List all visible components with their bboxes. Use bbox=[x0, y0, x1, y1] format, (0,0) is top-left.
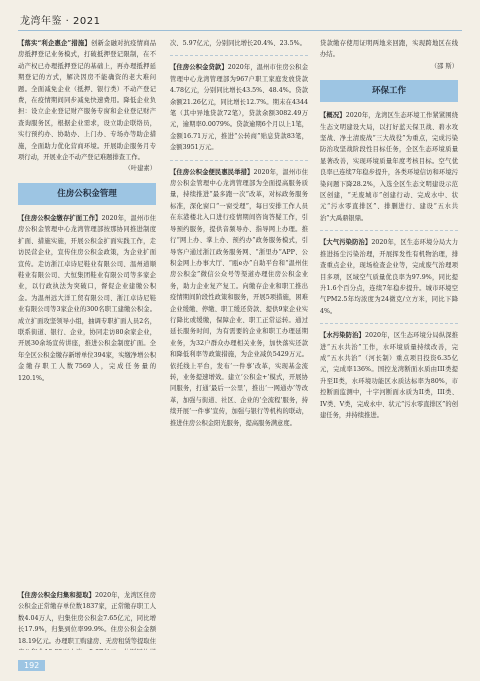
author: （邵 斯） bbox=[430, 62, 458, 70]
paragraph bbox=[320, 110, 458, 224]
paragraph bbox=[170, 167, 308, 429]
column-left bbox=[18, 38, 156, 584]
section-banner: 住房公积金管理 bbox=[18, 183, 156, 205]
paragraph: 贷款缴存使用证明两地来回跑，实现跨地区在线办结。 bbox=[320, 40, 458, 59]
keyword: 【概况】 bbox=[320, 112, 346, 120]
keyword: 【落实“利企惠企”措施】 bbox=[18, 40, 91, 47]
paragraph bbox=[170, 62, 308, 153]
author: （叶建素） bbox=[124, 165, 156, 173]
divider bbox=[170, 160, 308, 161]
paragraph bbox=[18, 38, 156, 163]
paragraph bbox=[18, 213, 156, 384]
keyword: 【住房公积金贷款】 bbox=[170, 64, 228, 72]
paragraph-text: 创新金融对抗疫情商品房抵押登记业务模式，打破抵押登记限制，在不动产权已办理抵押登记的基础上，再办理抵押延期登记的方式，解决因房不能确资的老大难问题。全面减免企业（抵押、银行类）不动产登记费，在疫情期间同步减免快速费用。降低企业负担：设立企业登记财产服务专窗和企业登记财产查询服务区，根据企业需求，设立助企联络员，实行预约办、协助办、上门办、专场办等助企措施，全面助力优化营商环境。开展助企服务月专项行动，开展业企不动产登记难题排查工作。 bbox=[18, 40, 156, 162]
keyword: 【住房公积金便民惠民举措】 bbox=[170, 168, 254, 176]
paragraph-text: 2020年，龙湾区生态环境工作紧紧围绕生态文明建设大局，以打好蓝天保卫战、碧水攻坚战、净土清废战“三大战役”为重点，完成污染防治攻坚战阶段性目标任务，全区生态环境质量显著改善，实现环境质量年度考核目标。空气优良率已连续7年稳步提升，各类环境信访和环境污染问题下降28.2%，入选全区生态文明建设示范区创建，“无废城市”创建行动、完成水中、状元“污水零直排区”、排删进行、建设“五水共治”大禹鼎银鼎。 bbox=[320, 112, 458, 222]
page-number: 192 bbox=[18, 660, 45, 671]
keyword: 【水污染防治】 bbox=[320, 332, 365, 340]
keyword: 【住房公积金归集和提取】 bbox=[18, 592, 96, 599]
paragraph-text: 2020年，温州市住房公积金管理中心龙湾管理部按那协同推进制度扩面、措施实施，开展公积金扩面实践工作，走访民营企业，宣传住房公积金政策，为企业扩面宣传。走访浙江卓诗尼鞋业有限公司、温州道顺鞋业有限公司、大恒集团鞋业有限公司等多家企业，以行政执法为突破口，督促企业建缴公积金。为温州远大洋工贸有限公司、浙江卓诗尼鞋业有限公司等3家企业的300名职工建缴公积金。成立扩面攻坚领导小组，抽调专职扩面人员2名，联系街道、银行、企业，协同走访80余家企业，开展30余场宣传讲座，推进公积金制度扩面。全年全区公积金缴存新增单位394家，实缴净增公积金缴存职工人数7569人，完成任务量的120.1%。 bbox=[18, 214, 156, 382]
paragraph: 次、5.97亿元，分别同比增长20.4%、23.5%。 bbox=[170, 40, 306, 47]
column-right bbox=[320, 38, 458, 650]
keyword: 【大气污染防治】 bbox=[320, 239, 372, 247]
divider bbox=[320, 230, 458, 231]
paragraph-text: 2020年，龙湾区住房公积金正常缴存单位数1837家，正常缴存职工人数4.04万人，归集住房公积金7.65亿元，同比增长17.9%，归集到位率99.9%。住房公积金金额18.19亿元。办理职工购建房、无房租赁等提取住 bbox=[18, 592, 156, 645]
paragraph bbox=[18, 590, 156, 650]
keyword: 【住房公积金缴存扩面工作】 bbox=[18, 214, 102, 222]
section-banner: 环保工作 bbox=[320, 80, 458, 102]
header-title: 龙湾年鉴 · 2021 bbox=[20, 16, 101, 27]
paragraph-text: 2020年，温州市住房公积金管理中心龙湾管理部为全面提高服务质量，持续推进“最多跑一次”改革，对标政务服务标准，深化窗口“一窗受理”，每日安排工作人员在东港楼北入口进行疫情期间咨询答疑工作，引导预约服务，提供音频导办、指导网上办理。推行“网上办、掌上办、预约办”政务服务模式，引导客户通过浙江政务服务网、“浙里办”APP、公积金网上办事大厅、“瓯e办”自助平台和“温州住房公积金”微信公众号等渠道办理住房公积金业务，助力企业复产复工。向缴存企业和职工推出疫情期间阶段性政策和服务，开展5项措施，困难企业缓缴、停缴、职工缓还贷款、提供9家企业实行降比或缓缴，保障企业、职工正常运转。通过延长服务时间，为有需要的企业和职工办理延期业务，为32户群众办理相关业务，加快落实还款和降低利率等政策措施，为企业减负5429万元。依托线上平台，发布‘一件事’改革，实现基金流转，业务提速增效。建立‘公积金+’模式，开展协同服务，打通‘最后一公里’，推出‘一网通办’等改革，加强与街道、社区、企业的‘全流程’服务，持续开展‘一件事’宣传，加强与银行等机构的联动，推进住房公积金阳光服务，提高服务满意度。 bbox=[170, 168, 308, 427]
paragraph bbox=[320, 237, 458, 317]
paragraph-text: 2020年，区生态环境分局大力推进扬尘污染治理，开展挥发性有机物治理，排查重点企业，现场检查企业等，完成废气治理项目多项，区域空气质量优良率为97.9%，同比提升1.6个百分点，连续7年稳步提升。城市环境空气PM2.5年均浓度为24微克/立方米，同比下降4%。 bbox=[320, 239, 458, 315]
paragraph bbox=[320, 330, 458, 421]
divider bbox=[170, 55, 308, 56]
paragraph-text: 2020年，区生态环境分局纵深推进“五水共治”工作，水环境质量持续改善，完成“五水共治”（河长制）重点项目投资6.35亿元，完成率136%。国控龙湾断面水质由III类提升至II类，水环境功能区水质达标率为80%，市控断面监测中，十字河断面水质为II类，III类、IV类、V类，完成永中、状元“污水零直排区”的创建任务，并持续推进。 bbox=[320, 332, 458, 419]
paragraph-text: 2020年，温州市住房公积金管理中心龙湾管理部为967户职工家庭发放贷款4.78亿元，分别同比增长43.5%、48.4%。贷款余额21.26亿元，同比增长12.7%。期末在4344笔（其中异地贷款72笔），贷款余额3082.49万元，逾期率0.0079%。贷款逾期6个月以上1笔，金额16.71万元，推进“公转商”贴息贷款83笔，金额3951万元。 bbox=[170, 64, 308, 152]
divider bbox=[320, 323, 458, 324]
header-rule bbox=[18, 30, 462, 31]
column-left-bottom bbox=[18, 590, 156, 650]
column-middle bbox=[170, 38, 308, 650]
